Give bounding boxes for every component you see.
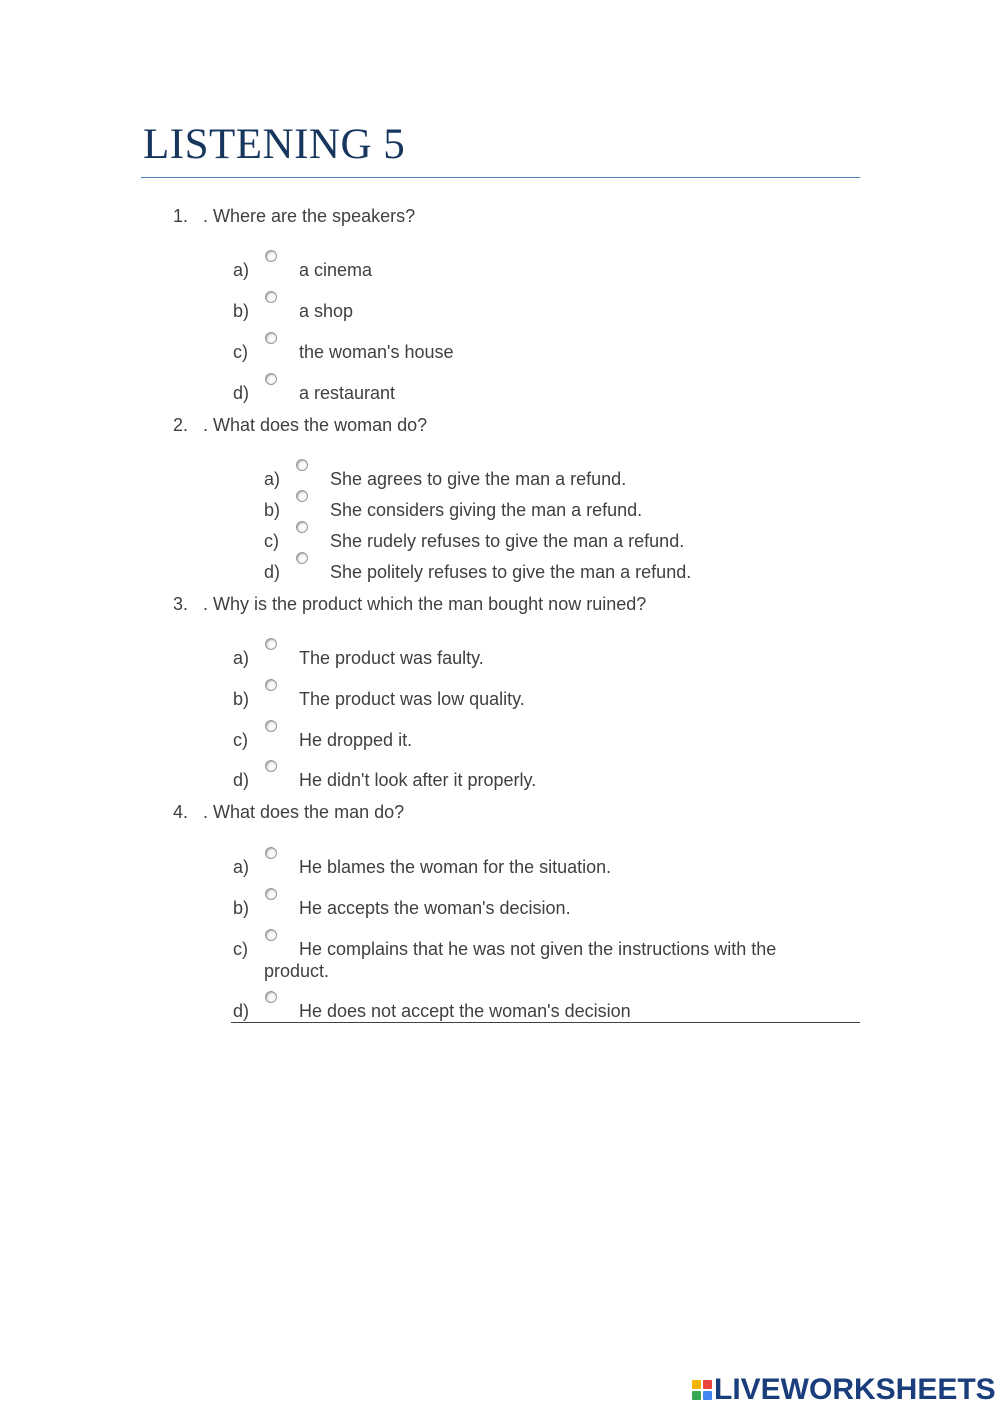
option-letter: c): [233, 730, 248, 750]
radio-button[interactable]: [296, 552, 308, 564]
option-text: He complains that he was not given the instructions with the: [299, 939, 777, 959]
option-text: She considers giving the man a refund.: [330, 500, 643, 520]
question-3: [173, 593, 646, 615]
question-text: . Where are the speakers?: [203, 206, 416, 226]
option-text: a restaurant: [299, 383, 396, 403]
title-underline: [141, 177, 860, 178]
question-4: [173, 801, 404, 823]
radio-button[interactable]: [265, 638, 277, 650]
question-number: 3.: [173, 594, 189, 614]
logo-text: LIVEWORKSHEETS: [714, 1373, 996, 1406]
option-letter: c): [233, 342, 248, 362]
option-letter: a): [264, 469, 281, 489]
option-letter: c): [233, 939, 248, 959]
option-letter: d): [233, 1001, 250, 1021]
option-letter: b): [233, 898, 250, 918]
radio-button[interactable]: [296, 490, 308, 502]
option-text: The product was faulty.: [299, 648, 484, 668]
question-number: 2.: [173, 415, 189, 435]
option-text-continuation: product.: [264, 961, 330, 981]
option-text: He blames the woman for the situation.: [299, 857, 612, 877]
question-text: . What does the woman do?: [203, 415, 428, 435]
radio-button[interactable]: [265, 760, 277, 772]
option-letter: a): [233, 648, 250, 668]
option-text: the woman's house: [299, 342, 454, 362]
option-letter: a): [233, 857, 250, 877]
page-title: LISTENING 5: [143, 121, 406, 168]
radio-button[interactable]: [265, 291, 277, 303]
radio-button[interactable]: [265, 847, 277, 859]
option-text: a cinema: [299, 260, 373, 280]
radio-button[interactable]: [265, 720, 277, 732]
bottom-divider: [231, 1022, 860, 1023]
option-letter: b): [264, 500, 281, 520]
logo-square-2: [703, 1380, 712, 1389]
option-text: She agrees to give the man a refund.: [330, 469, 627, 489]
radio-button[interactable]: [265, 373, 277, 385]
logo-mark-icon: [692, 1380, 712, 1400]
question-text: . What does the man do?: [203, 802, 405, 822]
question-number: 4.: [173, 802, 189, 822]
logo-square-1: [692, 1380, 701, 1389]
option-letter: b): [233, 301, 250, 321]
question-2: [173, 414, 427, 436]
option-text: She politely refuses to give the man a refund.: [330, 562, 692, 582]
radio-button[interactable]: [296, 521, 308, 533]
option-text: The product was low quality.: [299, 689, 525, 709]
question-number: 1.: [173, 206, 189, 226]
radio-button[interactable]: [265, 929, 277, 941]
option-letter: b): [233, 689, 250, 709]
radio-button[interactable]: [265, 250, 277, 262]
question-1: [173, 205, 415, 227]
logo-square-3: [692, 1391, 701, 1400]
option-letter: d): [264, 562, 281, 582]
radio-button[interactable]: [265, 679, 277, 691]
option-text: He accepts the woman's decision.: [299, 898, 571, 918]
logo-square-4: [703, 1391, 712, 1400]
radio-button[interactable]: [265, 991, 277, 1003]
option-text: a shop: [299, 301, 354, 321]
question-text: . Why is the product which the man bought now ruined?: [203, 594, 647, 614]
option-letter: c): [264, 531, 279, 551]
option-text: He does not accept the woman's decision: [299, 1001, 631, 1021]
option-letter: d): [233, 770, 250, 790]
option-letter: d): [233, 383, 250, 403]
option-text: She rudely refuses to give the man a refund.: [330, 531, 685, 551]
radio-button[interactable]: [296, 459, 308, 471]
option-letter: a): [233, 260, 250, 280]
radio-button[interactable]: [265, 332, 277, 344]
liveworksheets-logo: [692, 1374, 996, 1406]
radio-button[interactable]: [265, 888, 277, 900]
option-text: He dropped it.: [299, 730, 413, 750]
option-text: He didn't look after it properly.: [299, 770, 537, 790]
